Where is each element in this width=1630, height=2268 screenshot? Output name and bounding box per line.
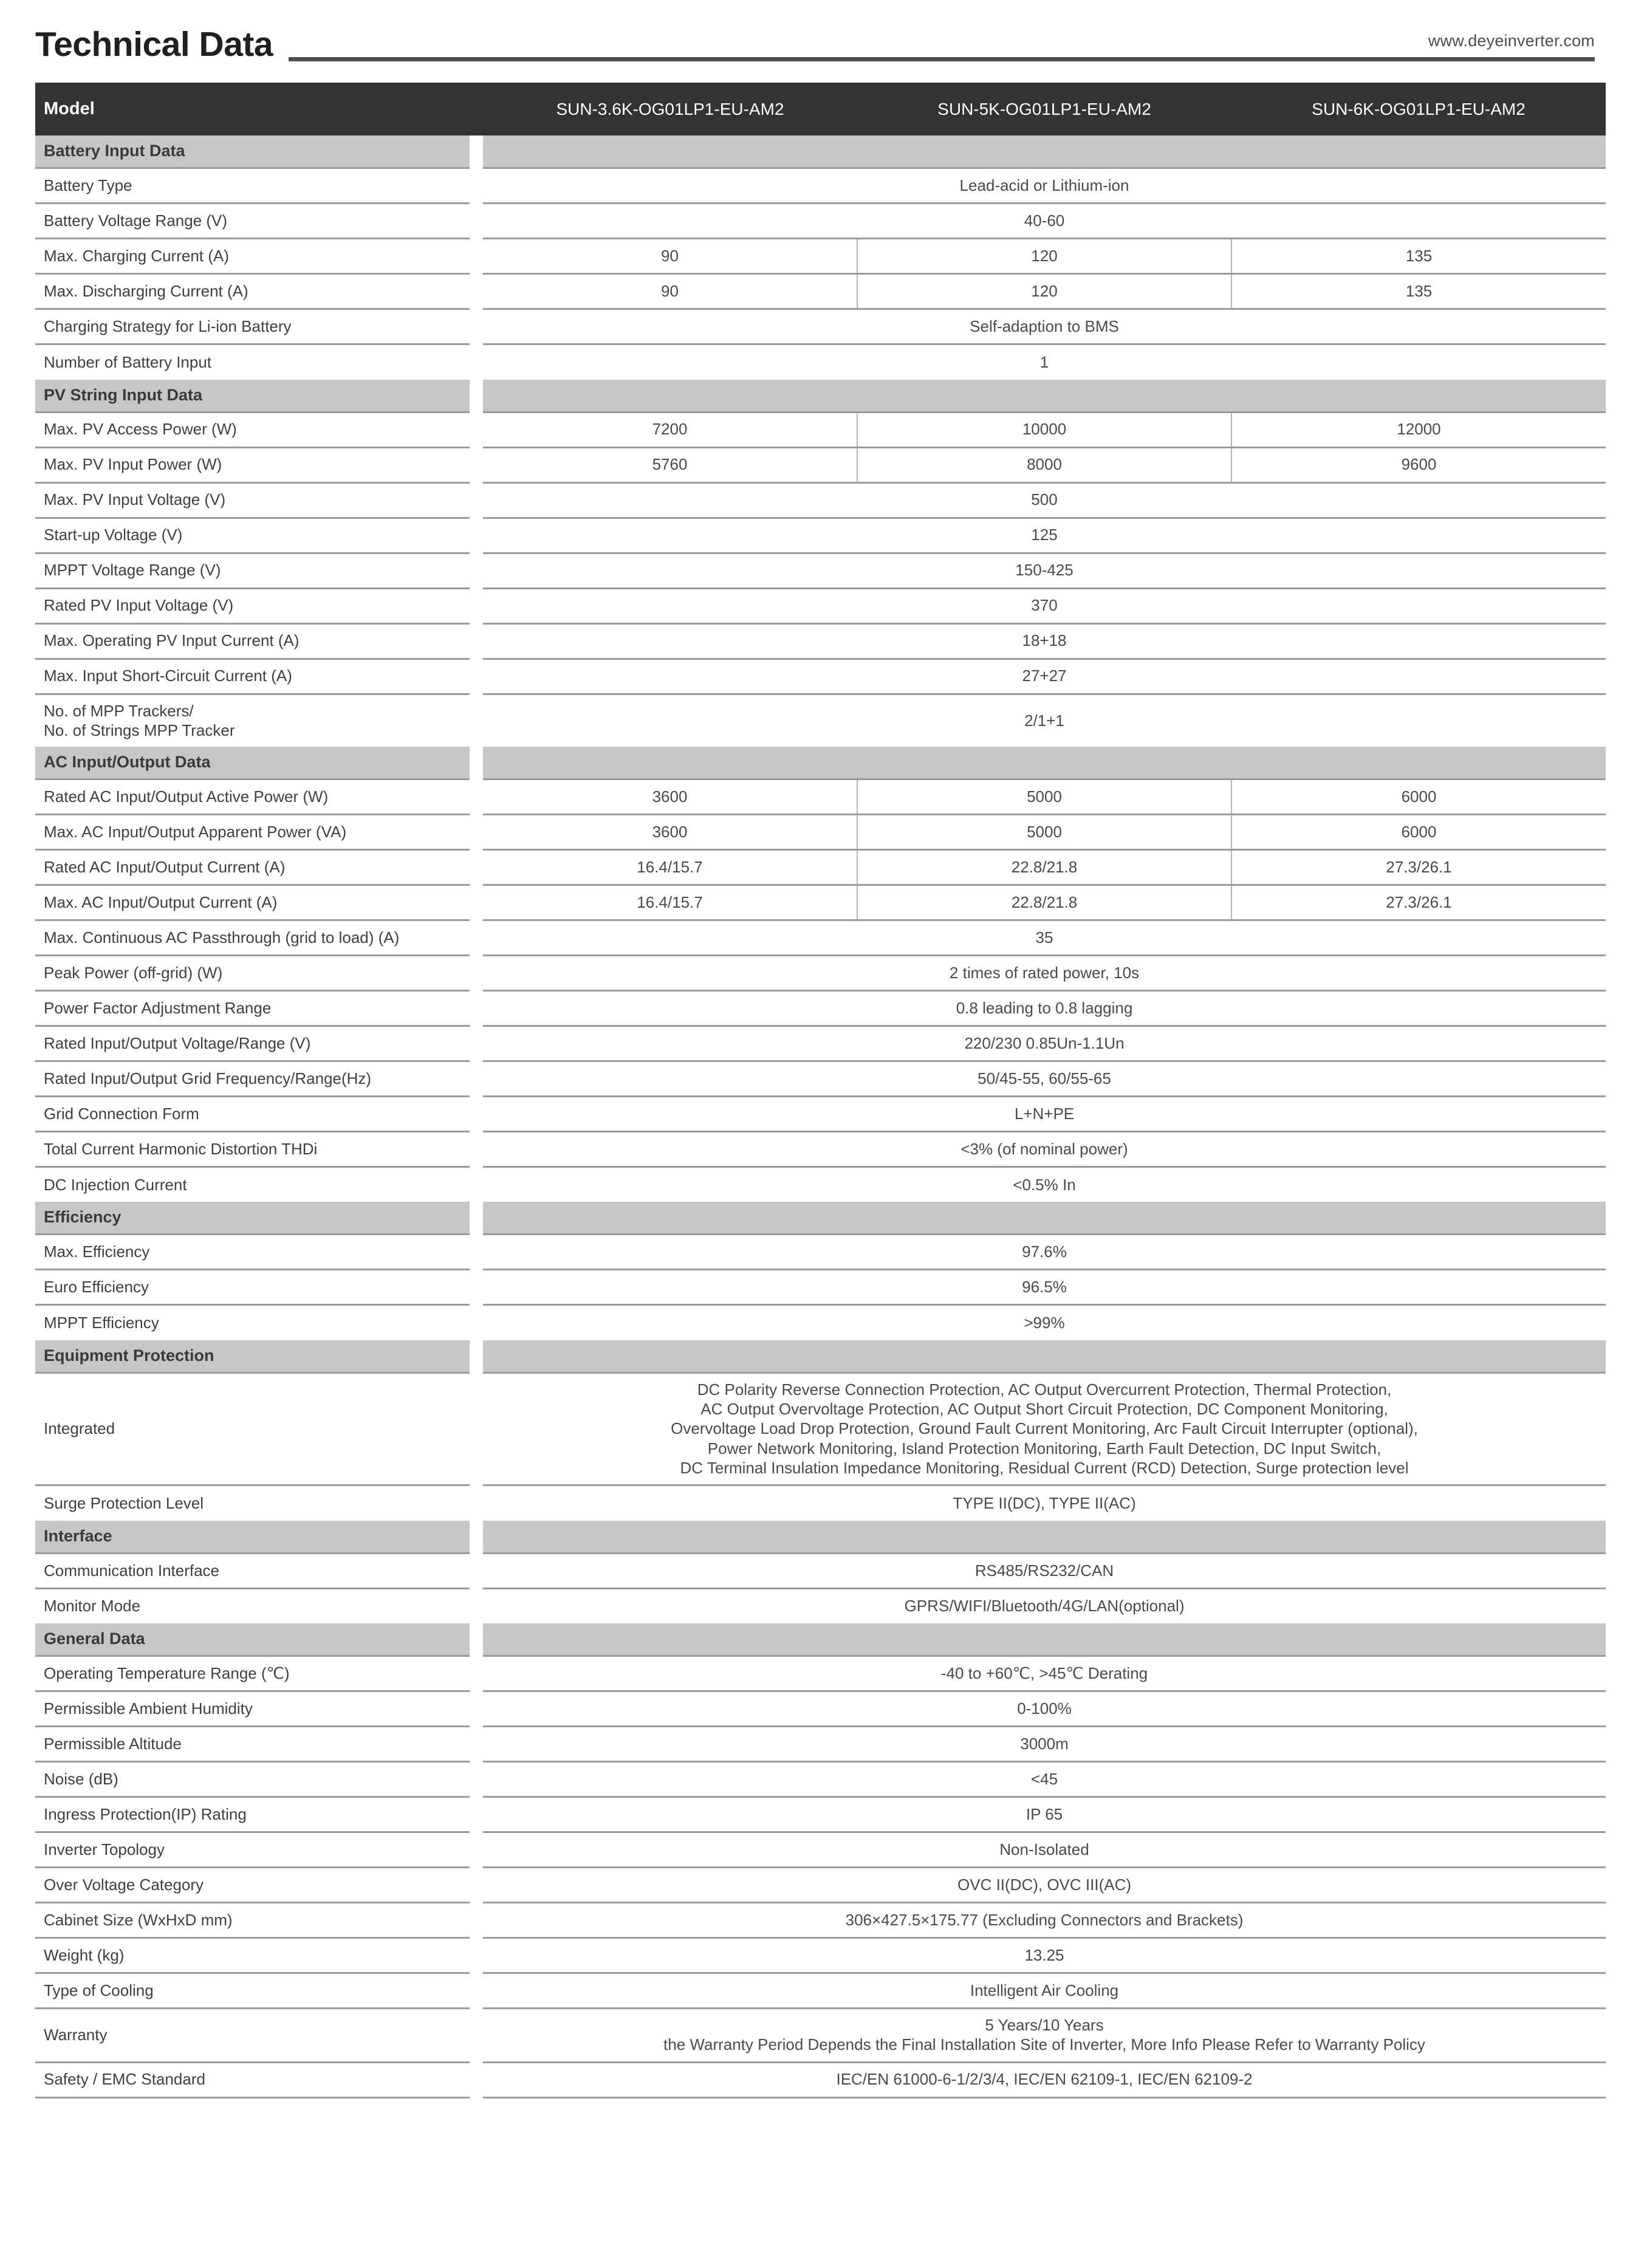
section-fill — [483, 1521, 1606, 1554]
row-gap — [470, 447, 483, 482]
spec-value-span: 3000m — [483, 1727, 1606, 1762]
row-gap — [470, 309, 483, 344]
spec-label: Max. Input Short-Circuit Current (A) — [35, 659, 470, 694]
website-url: www.deyeinverter.com — [1428, 32, 1595, 50]
model-name-1: SUN-3.6K-OG01LP1-EU-AM2 — [483, 83, 857, 135]
spec-label: Permissible Altitude — [35, 1727, 470, 1762]
row-gap — [470, 1656, 483, 1691]
spec-label: MPPT Efficiency — [35, 1305, 470, 1340]
table-row — [35, 1656, 1606, 1691]
spec-label: Euro Efficiency — [35, 1270, 470, 1305]
table-row — [35, 239, 1606, 274]
spec-value-span: -40 to +60℃, >45℃ Derating — [483, 1656, 1606, 1691]
spec-label: Total Current Harmonic Distortion THDi — [35, 1131, 470, 1167]
spec-label: Battery Voltage Range (V) — [35, 204, 470, 239]
row-gap — [470, 659, 483, 694]
spec-value-3: 12000 — [1231, 412, 1606, 447]
table-row — [35, 1691, 1606, 1727]
row-gap — [470, 849, 483, 885]
table-row — [35, 990, 1606, 1026]
spec-label: Max. PV Access Power (W) — [35, 412, 470, 447]
table-row — [35, 885, 1606, 920]
table-row — [35, 1235, 1606, 1270]
spec-value-span: Lead-acid or Lithium-ion — [483, 168, 1606, 204]
section-title: General Data — [35, 1623, 470, 1656]
spec-value-1: 16.4/15.7 — [483, 849, 857, 885]
spec-value-2: 120 — [857, 274, 1231, 309]
table-row — [35, 814, 1606, 849]
row-gap — [470, 344, 483, 380]
section-gap — [470, 747, 483, 779]
spec-label: Number of Battery Input — [35, 344, 470, 380]
table-row — [35, 1096, 1606, 1131]
table-row — [35, 1762, 1606, 1797]
table-row — [35, 779, 1606, 814]
row-gap — [470, 518, 483, 553]
row-gap — [470, 1973, 483, 2009]
spec-value-1: 5760 — [483, 447, 857, 482]
spec-label: Rated AC Input/Output Active Power (W) — [35, 779, 470, 814]
section-title: Equipment Protection — [35, 1340, 470, 1373]
section-header-row — [35, 747, 1606, 779]
row-gap — [470, 1762, 483, 1797]
spec-value-span: 220/230 0.85Un-1.1Un — [483, 1026, 1606, 1061]
spec-value-span: OVC II(DC), OVC III(AC) — [483, 1868, 1606, 1903]
spec-value-span: <3% (of nominal power) — [483, 1131, 1606, 1167]
page-title: Technical Data — [35, 25, 273, 64]
spec-value-1: 7200 — [483, 412, 857, 447]
row-gap — [470, 168, 483, 204]
row-gap — [470, 1727, 483, 1762]
table-row — [35, 274, 1606, 309]
row-gap — [470, 553, 483, 588]
spec-value-2: 5000 — [857, 814, 1231, 849]
section-fill — [483, 380, 1606, 413]
spec-value-span: Self-adaption to BMS — [483, 309, 1606, 344]
spec-value-span: 96.5% — [483, 1270, 1606, 1305]
spec-value-1: 16.4/15.7 — [483, 885, 857, 920]
table-row — [35, 1797, 1606, 1832]
spec-value-span: 97.6% — [483, 1235, 1606, 1270]
header-divider — [289, 57, 1595, 61]
spec-value-3: 6000 — [1231, 779, 1606, 814]
table-row — [35, 1903, 1606, 1938]
row-gap — [470, 1903, 483, 1938]
spec-label: Over Voltage Category — [35, 1868, 470, 1903]
spec-label: Permissible Ambient Humidity — [35, 1691, 470, 1727]
spec-label: Max. Efficiency — [35, 1235, 470, 1270]
spec-value-2: 120 — [857, 239, 1231, 274]
row-gap — [470, 1372, 483, 1485]
row-gap — [470, 1797, 483, 1832]
technical-specifications-table — [35, 83, 1606, 2098]
spec-value-span: DC Polarity Reverse Connection Protection, AC Output Overcurrent Protection, Thermal Protection, AC Output Overvoltage Protection, AC Output Short Circuit Protection, DC Component Monitoring, Overvoltage Load Drop Protection, Ground Fault Current Monitoring, Arc Fault Circuit Interrupter (optional), Power Network Monitoring, Island Protection Monitoring, Earth Fault Detection, DC Input Switch, DC Terminal Insulation Impedance Monitoring, Residual Current (RCD) Detection, Surge protection level — [483, 1372, 1606, 1485]
table-row — [35, 694, 1606, 747]
spec-value-span: 0.8 leading to 0.8 lagging — [483, 990, 1606, 1026]
spec-label: Grid Connection Form — [35, 1096, 470, 1131]
table-row — [35, 659, 1606, 694]
spec-label: Operating Temperature Range (℃) — [35, 1656, 470, 1691]
spec-label: Safety / EMC Standard — [35, 2062, 470, 2097]
spec-value-span: 0-100% — [483, 1691, 1606, 1727]
row-gap — [470, 814, 483, 849]
section-title: AC Input/Output Data — [35, 747, 470, 779]
spec-value-span: 306×427.5×175.77 (Excluding Connectors and Brackets) — [483, 1903, 1606, 1938]
model-header-gap — [470, 83, 483, 135]
section-gap — [470, 1521, 483, 1554]
spec-value-span: 370 — [483, 588, 1606, 623]
spec-label: Max. AC Input/Output Apparent Power (VA) — [35, 814, 470, 849]
row-gap — [470, 1832, 483, 1868]
spec-label: Type of Cooling — [35, 1973, 470, 2009]
table-row — [35, 412, 1606, 447]
row-gap — [470, 990, 483, 1026]
spec-value-span: L+N+PE — [483, 1096, 1606, 1131]
spec-label: Rated AC Input/Output Current (A) — [35, 849, 470, 885]
section-header-row — [35, 380, 1606, 413]
spec-label: Start-up Voltage (V) — [35, 518, 470, 553]
spec-value-span: Non-Isolated — [483, 1832, 1606, 1868]
spec-value-span: 125 — [483, 518, 1606, 553]
table-row — [35, 2062, 1606, 2097]
table-row — [35, 588, 1606, 623]
model-name-3: SUN-6K-OG01LP1-EU-AM2 — [1231, 83, 1606, 135]
spec-value-1: 90 — [483, 274, 857, 309]
spec-label: Battery Type — [35, 168, 470, 204]
row-gap — [470, 1167, 483, 1202]
table-row — [35, 447, 1606, 482]
section-title: Efficiency — [35, 1202, 470, 1235]
spec-label: Noise (dB) — [35, 1762, 470, 1797]
table-row — [35, 518, 1606, 553]
row-gap — [470, 204, 483, 239]
document-header — [35, 0, 1595, 66]
spec-value-span: 1 — [483, 344, 1606, 380]
spec-label: Charging Strategy for Li-ion Battery — [35, 309, 470, 344]
spec-label: Rated Input/Output Voltage/Range (V) — [35, 1026, 470, 1061]
spec-value-1: 3600 — [483, 814, 857, 849]
spec-label: Inverter Topology — [35, 1832, 470, 1868]
row-gap — [470, 482, 483, 518]
row-gap — [470, 1235, 483, 1270]
spec-value-span: 13.25 — [483, 1938, 1606, 1973]
section-gap — [470, 380, 483, 413]
row-gap — [470, 1868, 483, 1903]
spec-value-2: 22.8/21.8 — [857, 849, 1231, 885]
section-fill — [483, 1340, 1606, 1373]
table-row — [35, 1026, 1606, 1061]
spec-label: Max. AC Input/Output Current (A) — [35, 885, 470, 920]
spec-value-span: 5 Years/10 Years the Warranty Period Depends the Final Installation Site of Inverter, More Info Please Refer to Warranty Policy — [483, 2009, 1606, 2062]
row-gap — [470, 1691, 483, 1727]
spec-value-2: 5000 — [857, 779, 1231, 814]
table-row — [35, 1270, 1606, 1305]
spec-label: Weight (kg) — [35, 1938, 470, 1973]
spec-label: DC Injection Current — [35, 1167, 470, 1202]
row-gap — [470, 885, 483, 920]
spec-label: Max. Operating PV Input Current (A) — [35, 623, 470, 659]
row-gap — [470, 2062, 483, 2097]
spec-value-1: 3600 — [483, 779, 857, 814]
row-gap — [470, 1305, 483, 1340]
row-gap — [470, 588, 483, 623]
section-title: Interface — [35, 1521, 470, 1554]
row-gap — [470, 1938, 483, 1973]
spec-value-span: 500 — [483, 482, 1606, 518]
spec-value-span: RS485/RS232/CAN — [483, 1553, 1606, 1588]
row-gap — [470, 274, 483, 309]
table-row — [35, 2009, 1606, 2062]
row-gap — [470, 694, 483, 747]
table-row — [35, 1485, 1606, 1521]
spec-value-3: 135 — [1231, 274, 1606, 309]
spec-value-span: GPRS/WIFI/Bluetooth/4G/LAN(optional) — [483, 1588, 1606, 1623]
spec-value-span: 40-60 — [483, 204, 1606, 239]
spec-label: Ingress Protection(IP) Rating — [35, 1797, 470, 1832]
spec-label: Communication Interface — [35, 1553, 470, 1588]
section-header-row — [35, 1340, 1606, 1373]
row-gap — [470, 955, 483, 990]
section-header-row — [35, 1623, 1606, 1656]
section-fill — [483, 1623, 1606, 1656]
spec-value-span: IEC/EN 61000-6-1/2/3/4, IEC/EN 62109-1, IEC/EN 62109-2 — [483, 2062, 1606, 2097]
spec-label: Monitor Mode — [35, 1588, 470, 1623]
table-row — [35, 1832, 1606, 1868]
spec-label: Surge Protection Level — [35, 1485, 470, 1521]
row-gap — [470, 779, 483, 814]
table-row — [35, 204, 1606, 239]
header-rule-wrap — [273, 33, 1595, 66]
table-row — [35, 1973, 1606, 2009]
spec-label: Rated PV Input Voltage (V) — [35, 588, 470, 623]
spec-label: Max. PV Input Power (W) — [35, 447, 470, 482]
section-gap — [470, 1340, 483, 1373]
spec-label: Max. Continuous AC Passthrough (grid to load) (A) — [35, 920, 470, 955]
spec-value-span: 2/1+1 — [483, 694, 1606, 747]
row-gap — [470, 412, 483, 447]
table-row — [35, 344, 1606, 380]
spec-value-3: 27.3/26.1 — [1231, 849, 1606, 885]
spec-label: Warranty — [35, 2009, 470, 2062]
spec-label: Power Factor Adjustment Range — [35, 990, 470, 1026]
spec-value-span: 18+18 — [483, 623, 1606, 659]
table-row — [35, 1167, 1606, 1202]
row-gap — [470, 1096, 483, 1131]
spec-value-2: 10000 — [857, 412, 1231, 447]
table-row — [35, 920, 1606, 955]
spec-value-span: IP 65 — [483, 1797, 1606, 1832]
table-row — [35, 1305, 1606, 1340]
table-row — [35, 168, 1606, 204]
spec-value-span: <0.5% In — [483, 1167, 1606, 1202]
section-fill — [483, 135, 1606, 168]
spec-value-2: 8000 — [857, 447, 1231, 482]
table-row — [35, 1727, 1606, 1762]
table-row — [35, 623, 1606, 659]
section-title: PV String Input Data — [35, 380, 470, 413]
spec-value-span: TYPE II(DC), TYPE II(AC) — [483, 1485, 1606, 1521]
table-row — [35, 1938, 1606, 1973]
table-row — [35, 1372, 1606, 1485]
spec-value-span: 150-425 — [483, 553, 1606, 588]
section-header-row — [35, 135, 1606, 168]
row-gap — [470, 920, 483, 955]
section-header-row — [35, 1202, 1606, 1235]
section-fill — [483, 747, 1606, 779]
row-gap — [470, 239, 483, 274]
spec-value-span: 35 — [483, 920, 1606, 955]
table-row — [35, 482, 1606, 518]
spec-value-3: 6000 — [1231, 814, 1606, 849]
section-gap — [470, 1623, 483, 1656]
spec-value-3: 27.3/26.1 — [1231, 885, 1606, 920]
model-header-row — [35, 83, 1606, 135]
table-row — [35, 553, 1606, 588]
spec-label: Integrated — [35, 1372, 470, 1485]
table-row — [35, 1061, 1606, 1096]
spec-label: MPPT Voltage Range (V) — [35, 553, 470, 588]
spec-value-span: 2 times of rated power, 10s — [483, 955, 1606, 990]
spec-label: Max. Charging Current (A) — [35, 239, 470, 274]
spec-value-span: 50/45-55, 60/55-65 — [483, 1061, 1606, 1096]
section-gap — [470, 1202, 483, 1235]
row-gap — [470, 1553, 483, 1588]
spec-value-span: 27+27 — [483, 659, 1606, 694]
row-gap — [470, 1485, 483, 1521]
spec-value-3: 135 — [1231, 239, 1606, 274]
row-gap — [470, 1061, 483, 1096]
section-header-row — [35, 1521, 1606, 1554]
spec-label: Cabinet Size (WxHxD mm) — [35, 1903, 470, 1938]
spec-value-span: Intelligent Air Cooling — [483, 1973, 1606, 2009]
row-gap — [470, 623, 483, 659]
table-row — [35, 1131, 1606, 1167]
spec-value-1: 90 — [483, 239, 857, 274]
spec-label: Peak Power (off-grid) (W) — [35, 955, 470, 990]
row-gap — [470, 1270, 483, 1305]
spec-value-span: >99% — [483, 1305, 1606, 1340]
spec-label: Max. PV Input Voltage (V) — [35, 482, 470, 518]
section-title: Battery Input Data — [35, 135, 470, 168]
table-row — [35, 1868, 1606, 1903]
row-gap — [470, 1588, 483, 1623]
spec-value-span: <45 — [483, 1762, 1606, 1797]
row-gap — [470, 1131, 483, 1167]
model-name-2: SUN-5K-OG01LP1-EU-AM2 — [857, 83, 1231, 135]
spec-label: No. of MPP Trackers/ No. of Strings MPP Tracker — [35, 694, 470, 747]
table-row — [35, 849, 1606, 885]
model-header-label: Model — [35, 83, 470, 135]
row-gap — [470, 2009, 483, 2062]
section-fill — [483, 1202, 1606, 1235]
table-row — [35, 309, 1606, 344]
spec-value-2: 22.8/21.8 — [857, 885, 1231, 920]
row-gap — [470, 1026, 483, 1061]
table-row — [35, 1553, 1606, 1588]
spec-label: Max. Discharging Current (A) — [35, 274, 470, 309]
spec-value-3: 9600 — [1231, 447, 1606, 482]
spec-label: Rated Input/Output Grid Frequency/Range(Hz) — [35, 1061, 470, 1096]
section-gap — [470, 135, 483, 168]
table-row — [35, 1588, 1606, 1623]
table-row — [35, 955, 1606, 990]
